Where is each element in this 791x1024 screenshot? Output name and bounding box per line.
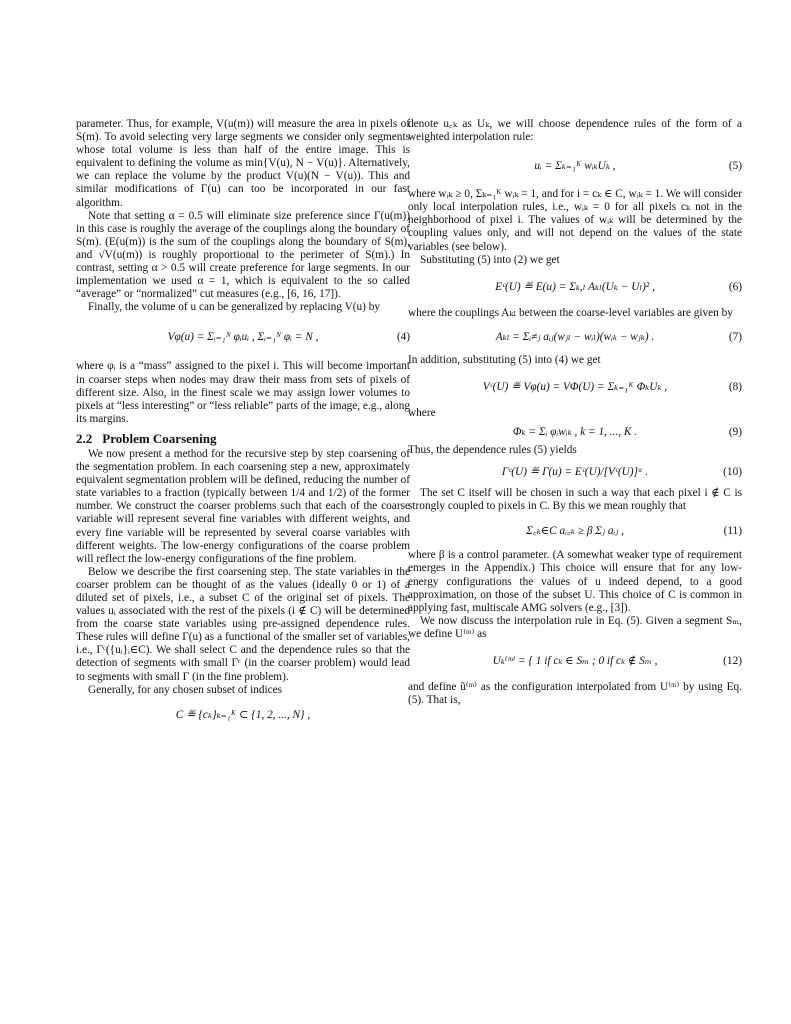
equation-body: uᵢ = Σₖ₌₁ᴷ wᵢₖUₖ ,	[534, 160, 616, 173]
equation-number: (7)	[728, 330, 742, 343]
equation-10	[408, 457, 742, 487]
section-title: Problem Coarsening	[102, 430, 217, 446]
right-column	[408, 118, 742, 707]
paragraph: where φᵢ is a “mass” assigned to the pixel i. This will become important in coarser steps when nodes may draw their mass from sets of pixels of different size. Also, in the finest scale we may assign lower volumes to pixels at “less interesting” or “less reliable” parts of the image, e.g., along its margins.	[76, 360, 410, 425]
paragraph: Finally, the volume of u can be generalized by replacing V(u) by	[88, 301, 381, 314]
equation-8	[408, 367, 742, 407]
equation-number: (9)	[728, 426, 742, 439]
equation-body: Γᶜ(U) ≝ Γ(u) = Eᶜ(U)/[Vᶜ(U)]ᵅ .	[501, 466, 649, 479]
equation-number: (6)	[728, 280, 742, 293]
equation-number: (12)	[723, 654, 742, 667]
paragraph: where wᵢₖ ≥ 0, Σₖ₌₁ᴷ wᵢₖ = 1, and for i = cₖ ∈ C, wᵢₖ = 1. We will consider only local interpolation rules, i.e., wᵢₖ = 0 for all pixels cₖ not in the neighborhood of pixel i. The values of wᵢₖ will be determined by the coupling values only, and will not depend on the values of the state variables (see below).	[408, 188, 742, 253]
paragraph: and define ũ⁽ᵐ⁾ as the configuration interpolated from U⁽ᵐ⁾ by using Eq. (5). That is,	[408, 680, 742, 707]
equation-number: (5)	[728, 160, 742, 173]
section-heading	[76, 432, 410, 445]
paragraph: parameter. Thus, for example, V(u(m)) will measure the area in pixels of S(m). To avoid selecting very large segments we consider only segments whose total volume is less than half of the entire image. This is equivalent to defining the volume as min{V(u), N − V(u)}. Alternatively, we can replace the volume by the product V(u)(N − V(u)). This and similar modifications of Γ(u) can too be incorporated in our fast algorithm.	[76, 118, 410, 209]
paragraph: Thus, the dependence rules (5) yields	[408, 444, 577, 457]
equation-body: Σ꜀ₖ∈C aᵢ꜀ₖ ≥ β Σⱼ aᵢⱼ ,	[526, 525, 624, 538]
paragraph: Generally, for any chosen subset of indices	[88, 683, 283, 696]
paragraph: Below we describe the first coarsening step. The state variables in the coarser problem can be thought of as the values (ideally 0 or 1) of a diluted set of pixels, i.e., a subset C of the original set of pixels. The values uᵢ associated with the rest of the pixels (i ∉ C) will be determined from the coarse state variables using pre-assigned dependence rules. These rules will define Γ(u) as a functional of the smaller set of variables, i.e., Γᶜ({uᵢ}ᵢ∈C). We shall select C and the dependence rules so that the detection of segments with small Γᶜ (in the coarser problem) would lead to segments with small Γ (in the fine problem).	[76, 565, 410, 683]
left-column	[76, 118, 410, 733]
equation-12	[408, 641, 742, 681]
equation-number: (11)	[723, 525, 742, 538]
equation-body: Vφ(u) = Σᵢ₌₁ᴺ φᵢuᵢ , Σᵢ₌₁ᴺ φᵢ = N ,	[167, 331, 319, 344]
equation-body: Eᶜ(U) ≝ E(u) = Σₖ,ₗ Aₖₗ(Uₖ − Uₗ)² ,	[495, 280, 655, 293]
equation-number: (4)	[396, 331, 410, 344]
paragraph: We now present a method for the recursive step by step coarsening of the segmentation problem. In each coarsening step a new, approximately equivalent segmentation problem will be defined, reducing the number of state variables to a fraction (typically between 1/4 and 1/2) of the former number. We construct the coarser problems such that each of the coarse variable will represent several fine variables with different weights, and every fine variable will be represented by several coarse variables with different weights. The low-energy configurations of the coarse problem will reflect the low-energy configurations of the fine problem.	[76, 447, 410, 565]
equation-c	[76, 697, 410, 733]
equation-7	[408, 320, 742, 354]
paragraph: We now discuss the interpolation rule in Eq. (5). Given a segment Sₘ, we define U⁽ᵐ⁾ as	[408, 614, 742, 640]
paragraph: where β is a control parameter. (A somewhat weaker type of requirement emerges in the Appendix.) This choice will ensure that for any low-energy configurations the values of u indeed depend, to a good approximation, on those of the subset U. This choice of C is common in applying fast, multiscale AMG solvers (e.g., [3]).	[408, 549, 742, 614]
paragraph: where the couplings Aₖₗ between the coarse-level variables are given by	[408, 306, 733, 319]
equation-9	[408, 420, 742, 444]
equation-body: Uₖ⁽ᵐ⁾ = { 1 if cₖ ∈ Sₘ ; 0 if cₖ ∉ Sₘ ,	[492, 654, 658, 667]
paragraph: denote u꜀ₖ as Uₖ, we will choose dependence rules of the form of a weighted interpolation rule:	[408, 118, 742, 144]
paragraph: Note that setting α = 0.5 will eliminate size preference since Γ(u(m)) in this case is roughly the average of the couplings along the boundary of S(m). (E(u(m)) is the sum of the couplings along the boundary of S(m), and √V(u(m)) is roughly proportional to the perimeter of S(m).) In contrast, setting α > 0.5 will create preference for large segments. In our implementation we used α = 1, which is equivalent to the so called “average” or “normalized” cut measures (e.g., [6, 16, 17]).	[76, 209, 410, 301]
equation-5	[408, 144, 742, 188]
equation-6	[408, 267, 742, 307]
equation-4	[76, 314, 410, 360]
equation-11	[408, 513, 742, 549]
paragraph: Substituting (5) into (2) we get	[420, 253, 560, 266]
paragraph: where	[408, 406, 436, 419]
paragraph: The set C itself will be chosen in such a way that each pixel i ∉ C is strongly coupled to pixels in C. By this we mean roughly that	[408, 487, 742, 513]
section-number: 2.2	[76, 430, 93, 446]
equation-body: Aₖₗ = Σᵢ≠ⱼ aᵢⱼ(wⱼₗ − wᵢₗ)(wᵢₖ − wⱼₖ) .	[495, 330, 655, 343]
equation-body: Vᶜ(U) ≝ Vφ(u) = VΦ(U) = Σₖ₌₁ᴷ ΦₖUₖ ,	[482, 380, 668, 393]
equation-number: (8)	[728, 380, 742, 393]
paragraph: In addition, substituting (5) into (4) we get	[408, 353, 601, 366]
equation-number: (10)	[723, 466, 742, 479]
equation-body: C ≝ {cₖ}ₖ₌₁ᴷ ⊂ {1, 2, ..., N} ,	[175, 708, 311, 721]
equation-body: Φₖ = Σᵢ φᵢwᵢₖ , k = 1, ..., K .	[512, 426, 638, 439]
